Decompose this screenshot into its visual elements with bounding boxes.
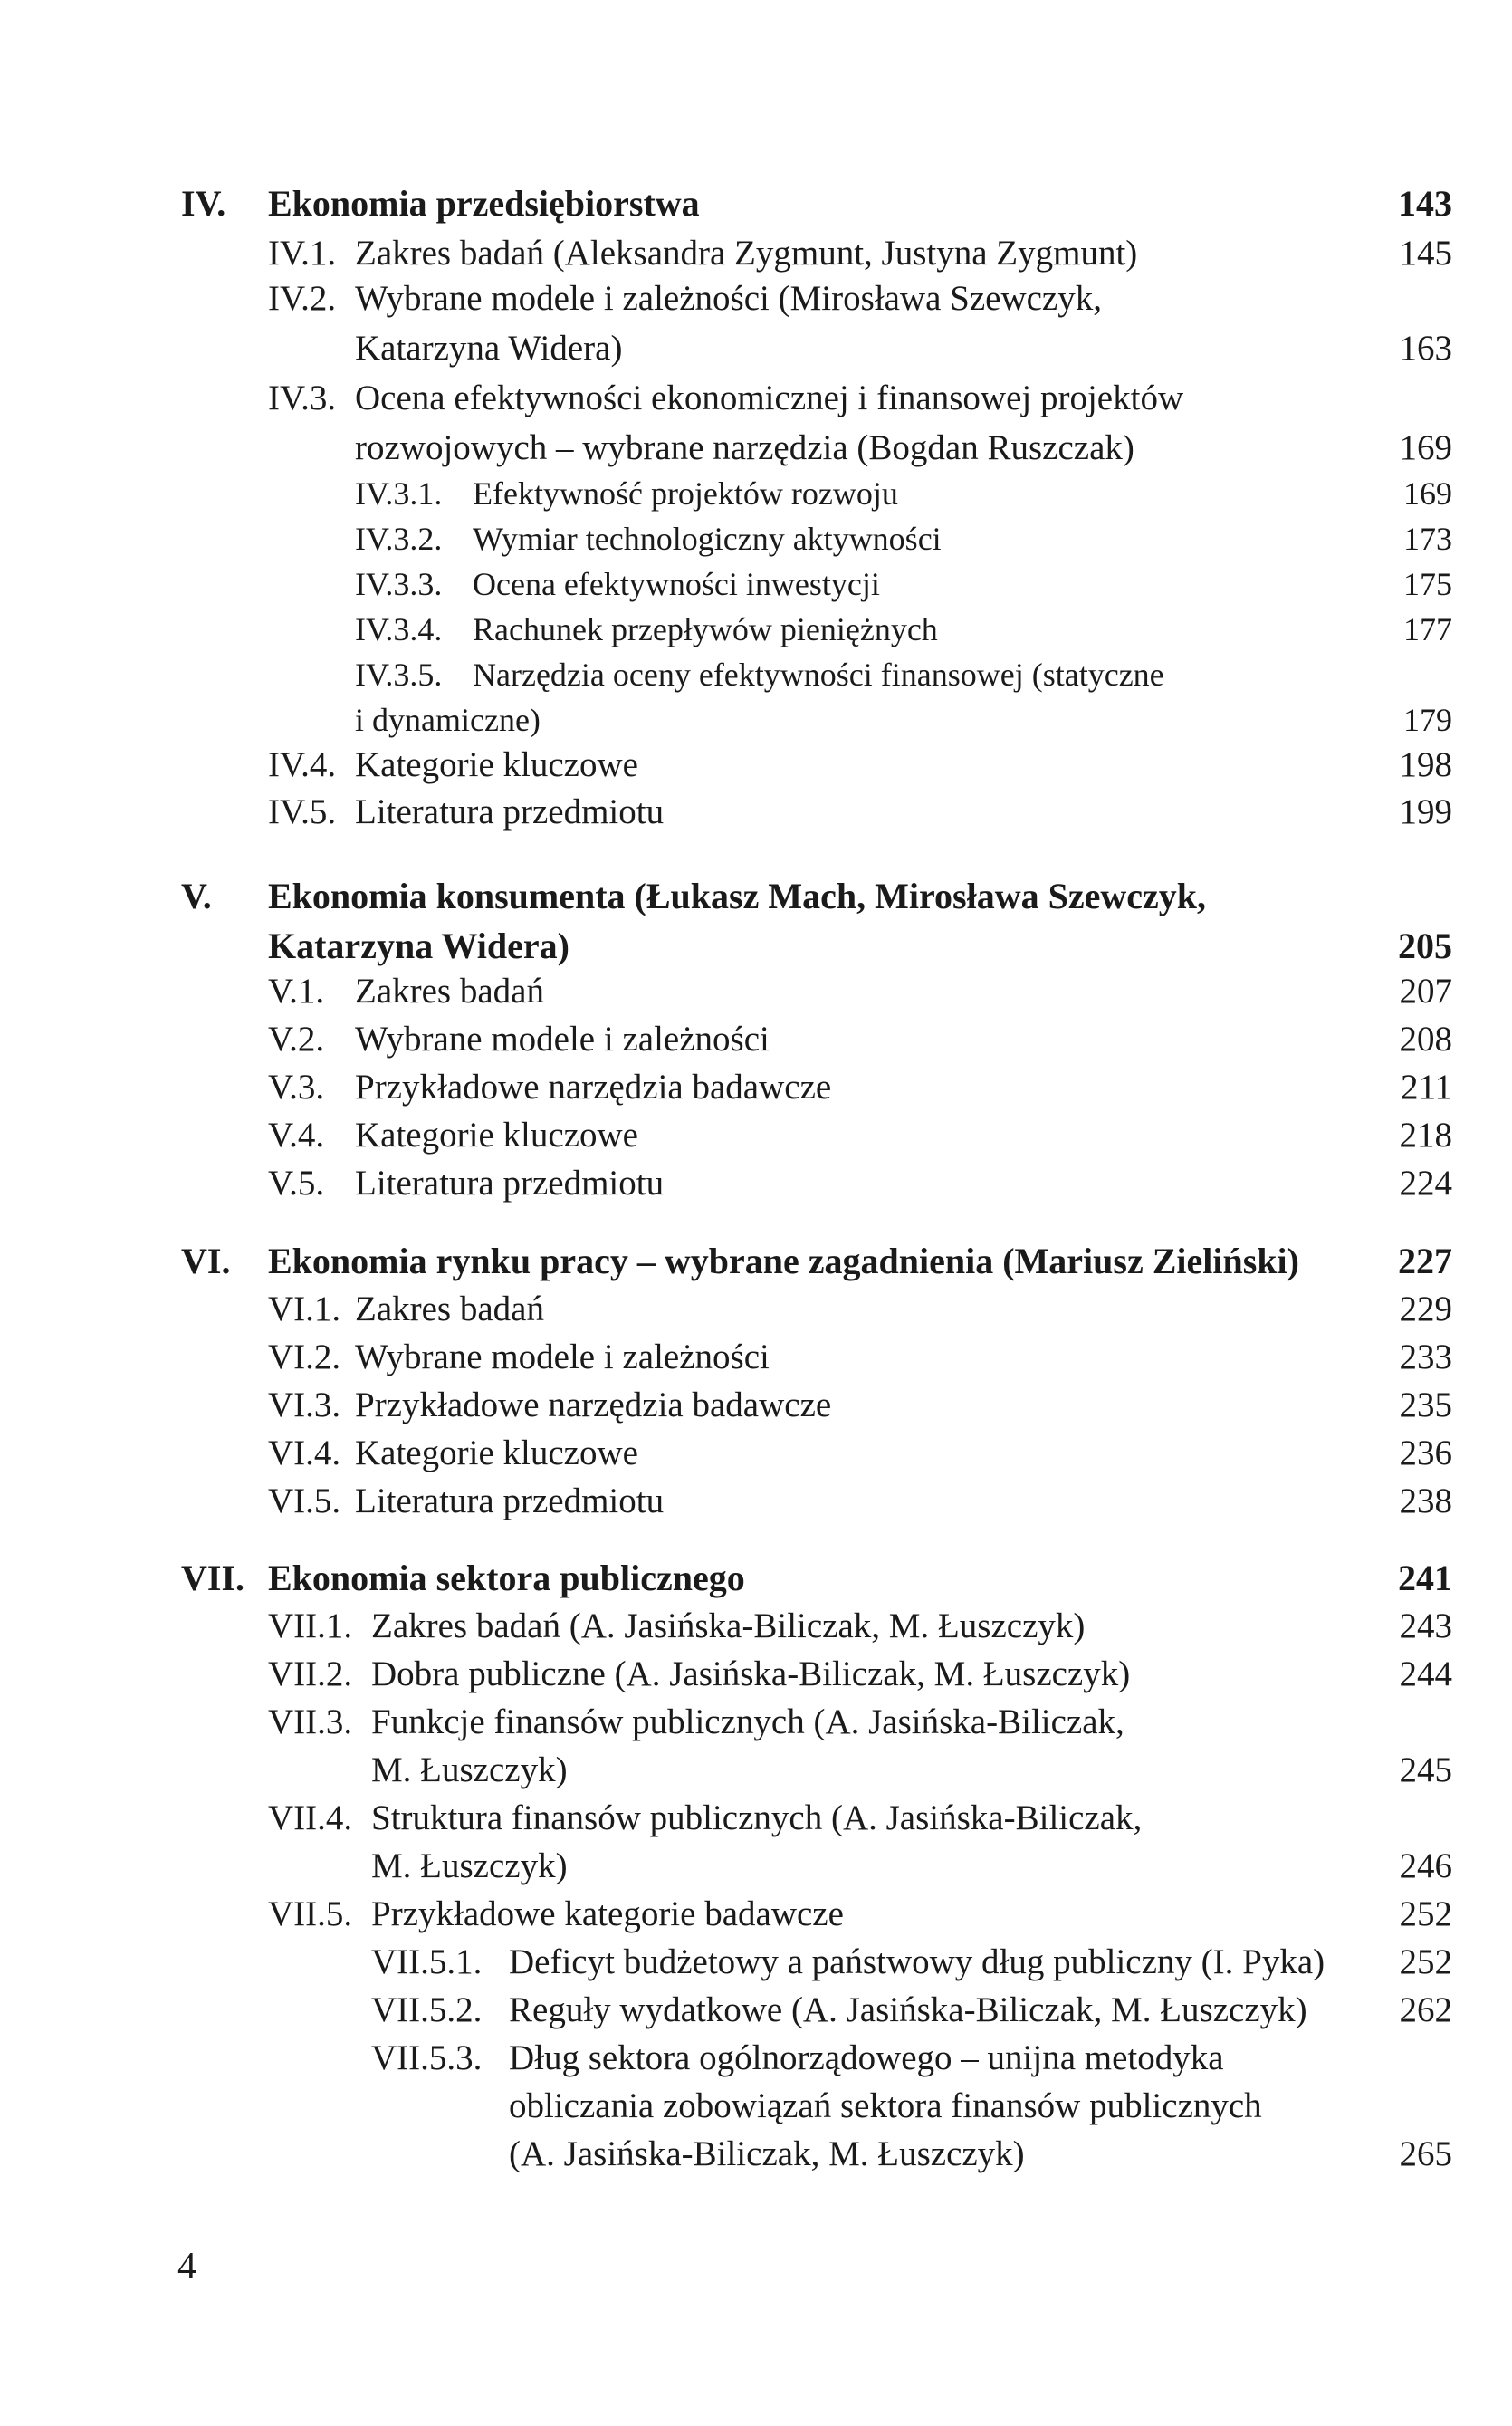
entry-title: Przykładowe kategorie badawcze: [371, 1894, 844, 1933]
chapter-page: 241: [1398, 1558, 1452, 1598]
entry-title: M. Łuszczyk): [371, 1846, 568, 1885]
chapter-number: V.: [181, 876, 212, 916]
toc-entry: [0, 1652, 1512, 1697]
chapter-number: VII.: [181, 1558, 245, 1598]
entry-title: Literatura przedmiotu: [355, 792, 665, 831]
entry-number: V.2.: [268, 1020, 325, 1059]
chapter-title: Katarzyna Widera): [268, 925, 569, 966]
entry-page: 211: [1400, 1068, 1452, 1107]
entry-title: rozwojowych – wybrane narzędzia (Bogdan Ruszczak): [355, 428, 1134, 467]
subentry-page: 173: [1403, 521, 1452, 557]
entry-title: Ocena efektywności ekonomicznej i finansowej projektów: [355, 379, 1184, 417]
entry-title: Literatura przedmiotu: [355, 1164, 665, 1203]
entry-page: 208: [1399, 1020, 1452, 1059]
toc-entry: [0, 1431, 1512, 1476]
entry-number: VI.1.: [268, 1290, 341, 1328]
toc-entry-continuation: [0, 1844, 1512, 1889]
subentry-page: 177: [1403, 611, 1452, 647]
entry-number: VII.5.: [268, 1894, 353, 1933]
toc-entry: [0, 276, 1512, 321]
chapter-heading: [0, 1556, 1512, 1601]
entry-number: VI.5.: [268, 1481, 341, 1520]
page-number: 4: [177, 2246, 196, 2287]
entry-page: 252: [1399, 1894, 1452, 1933]
subentry-title: (A. Jasińska-Biliczak, M. Łuszczyk): [509, 2134, 1025, 2173]
chapter-title: Ekonomia rynku pracy – wybrane zagadnienia (Mariusz Zieliński): [268, 1241, 1299, 1281]
entry-title: Dobra publiczne (A. Jasińska-Biliczak, M. Łuszczyk): [371, 1654, 1131, 1693]
toc-entry: [0, 743, 1512, 788]
subentry-number: VII.5.3.: [371, 2038, 483, 2077]
entry-title: Struktura finansów publicznych (A. Jasińska-Biliczak,: [371, 1798, 1143, 1837]
entry-number: V.3.: [268, 1068, 325, 1107]
toc-subentry: [0, 516, 1512, 561]
entry-number: IV.3.: [268, 379, 337, 417]
subentry-number: IV.3.5.: [355, 657, 443, 693]
entry-page: 163: [1399, 329, 1452, 368]
entry-title: Zakres badań (A. Jasińska-Biliczak, M. Łuszczyk): [371, 1606, 1086, 1645]
entry-page: 229: [1399, 1290, 1452, 1328]
subentry-title: Reguły wydatkowe (A. Jasińska-Biliczak, M. Łuszczyk): [509, 1990, 1307, 2029]
subentry-title: Wymiar technologiczny aktywności: [473, 521, 942, 557]
chapter-heading-continuation: [0, 924, 1512, 969]
chapter-title: Ekonomia przedsiębiorstwa: [268, 183, 700, 224]
entry-title: M. Łuszczyk): [371, 1750, 568, 1789]
entry-page: 198: [1399, 745, 1452, 784]
entry-number: VI.3.: [268, 1386, 341, 1424]
entry-number: VII.1.: [268, 1606, 353, 1645]
subentry-page: 179: [1403, 702, 1452, 738]
entry-title: Wybrane modele i zależności: [355, 1338, 770, 1376]
subentry-number: IV.3.3.: [355, 566, 443, 602]
entry-number: VII.3.: [268, 1702, 353, 1741]
entry-page: 238: [1399, 1481, 1452, 1520]
toc-entry-continuation: [0, 1748, 1512, 1793]
subentry-title: i dynamiczne): [355, 702, 541, 738]
subentry-page: 262: [1399, 1990, 1452, 2029]
subentry-number: IV.3.4.: [355, 611, 443, 647]
subentry-title: Ocena efektywności inwestycji: [473, 566, 880, 602]
subentry-title: Rachunek przepływów pieniężnych: [473, 611, 938, 647]
subentry-number: VII.5.1.: [371, 1942, 483, 1981]
chapter-number: VI.: [181, 1241, 231, 1281]
entry-page: 145: [1399, 234, 1452, 273]
toc-subentry-continuation: [0, 2084, 1512, 2129]
toc-entry: [0, 1479, 1512, 1524]
entry-title: Funkcje finansów publicznych (A. Jasińska-Biliczak,: [371, 1702, 1124, 1741]
toc-entry: [0, 1065, 1512, 1110]
entry-title: Kategorie kluczowe: [355, 745, 638, 784]
toc-subentry: [0, 1988, 1512, 2033]
subentry-title: Narzędzia oceny efektywności finansowej (statyczne: [473, 657, 1164, 693]
entry-number: IV.5.: [268, 792, 337, 831]
entry-page: 218: [1399, 1116, 1452, 1155]
entry-title: Zakres badań: [355, 972, 544, 1011]
toc-entry: [0, 1796, 1512, 1841]
chapter-title: Ekonomia sektora publicznego: [268, 1558, 745, 1598]
entry-page: 245: [1399, 1750, 1452, 1789]
toc-entry-continuation: [0, 326, 1512, 371]
chapter-heading: [0, 181, 1512, 226]
toc-subentry: [0, 561, 1512, 607]
toc-entry: [0, 231, 1512, 276]
entry-page: 244: [1399, 1654, 1452, 1693]
entry-page: 224: [1399, 1164, 1452, 1203]
toc-entry: [0, 1287, 1512, 1332]
entry-number: V.4.: [268, 1116, 325, 1155]
entry-title: Przykładowe narzędzia badawcze: [355, 1386, 832, 1424]
entry-number: VI.2.: [268, 1338, 341, 1376]
entry-number: IV.1.: [268, 234, 337, 273]
entry-page: 246: [1399, 1846, 1452, 1885]
chapter-number: IV.: [181, 183, 226, 224]
toc-entry: [0, 1113, 1512, 1158]
toc-subentry: [0, 652, 1512, 697]
chapter-page: 227: [1398, 1241, 1452, 1281]
toc-entry: [0, 1604, 1512, 1649]
entry-number: V.5.: [268, 1164, 325, 1203]
chapter-page: 205: [1398, 925, 1452, 966]
toc-subentry-continuation: [0, 697, 1512, 743]
entry-title: Zakres badań (Aleksandra Zygmunt, Justyna Zygmunt): [355, 234, 1138, 273]
entry-number: VII.4.: [268, 1798, 353, 1837]
toc-entry: [0, 1017, 1512, 1062]
entry-number: VI.4.: [268, 1434, 341, 1472]
toc-entry: [0, 376, 1512, 421]
entry-title: Kategorie kluczowe: [355, 1434, 638, 1472]
entry-title: Wybrane modele i zależności: [355, 1020, 770, 1059]
entry-page: 243: [1399, 1606, 1452, 1645]
chapter-heading: [0, 874, 1512, 919]
toc-entry: [0, 790, 1512, 835]
subentry-title: Efektywność projektów rozwoju: [473, 475, 898, 512]
subentry-title: obliczania zobowiązań sektora finansów publicznych: [509, 2086, 1262, 2125]
subentry-page: 265: [1399, 2134, 1452, 2173]
entry-title: Katarzyna Widera): [355, 329, 623, 368]
entry-page: 235: [1399, 1386, 1452, 1424]
toc-entry: [0, 1383, 1512, 1428]
entry-page: 207: [1399, 972, 1452, 1011]
entry-number: V.1.: [268, 972, 325, 1011]
entry-title: Przykładowe narzędzia badawcze: [355, 1068, 832, 1107]
entry-page: 236: [1399, 1434, 1452, 1472]
entry-title: Literatura przedmiotu: [355, 1481, 665, 1520]
chapter-title: Ekonomia konsumenta (Łukasz Mach, Mirosława Szewczyk,: [268, 876, 1206, 916]
subentry-page: 175: [1403, 566, 1452, 602]
subentry-page: 169: [1403, 475, 1452, 512]
toc-subentry: [0, 2036, 1512, 2081]
toc-entry: [0, 1335, 1512, 1380]
entry-number: VII.2.: [268, 1654, 353, 1693]
subentry-page: 252: [1399, 1942, 1452, 1981]
toc-entry: [0, 969, 1512, 1014]
toc-entry: [0, 1892, 1512, 1937]
entry-number: IV.2.: [268, 279, 337, 318]
toc-subentry: [0, 471, 1512, 516]
chapter-page: 143: [1398, 183, 1452, 224]
entry-number: IV.4.: [268, 745, 337, 784]
entry-page: 199: [1399, 792, 1452, 831]
entry-page: 169: [1399, 428, 1452, 467]
subentry-number: IV.3.2.: [355, 521, 443, 557]
entry-title: Wybrane modele i zależności (Mirosława Szewczyk,: [355, 279, 1102, 318]
toc-subentry: [0, 1940, 1512, 1985]
entry-page: 233: [1399, 1338, 1452, 1376]
toc-entry: [0, 1700, 1512, 1745]
subentry-title: Dług sektora ogólnorządowego – unijna metodyka: [509, 2038, 1224, 2077]
toc-entry-continuation: [0, 426, 1512, 471]
subentry-number: VII.5.2.: [371, 1990, 483, 2029]
entry-title: Zakres badań: [355, 1290, 544, 1328]
toc-subentry: [0, 607, 1512, 652]
toc-entry: [0, 1161, 1512, 1206]
chapter-heading: [0, 1239, 1512, 1284]
subentry-title: Deficyt budżetowy a państwowy dług publiczny (I. Pyka): [509, 1942, 1325, 1981]
toc-subentry-continuation: [0, 2132, 1512, 2177]
entry-title: Kategorie kluczowe: [355, 1116, 638, 1155]
subentry-number: IV.3.1.: [355, 475, 443, 512]
